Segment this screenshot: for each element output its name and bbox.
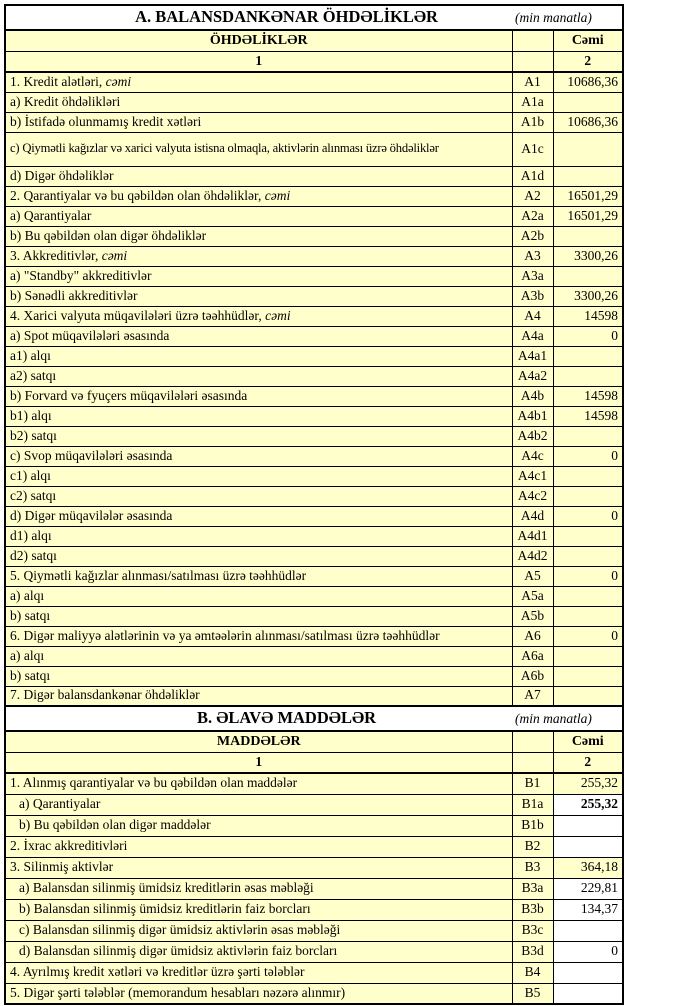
section-a-title-cell <box>5 5 623 30</box>
table-row <box>5 326 623 346</box>
section-a-header-label: ÖHDƏLİKLƏR <box>5 30 512 51</box>
page <box>0 4 700 1006</box>
table-row <box>5 406 623 426</box>
table-row <box>5 857 623 878</box>
row-label: c) Qiymətli kağızlar və xarici valyuta istisna olmaqla, aktivlərin alınması üzrə öhdəliklər <box>5 132 512 166</box>
row-value <box>553 266 623 286</box>
row-label: 6. Digər maliyyə alətlərinin və ya əmtəələrin alınması/satılması üzrə təəhhüdlər <box>5 626 512 646</box>
row-label: 2. Qarantiyalar və bu qəbildən olan öhdəliklər, cəmi <box>5 186 512 206</box>
row-value <box>553 466 623 486</box>
table-row <box>5 166 623 186</box>
row-label: b) satqı <box>5 666 512 686</box>
row-code: A4d2 <box>512 546 553 566</box>
row-code: B5 <box>512 983 553 1004</box>
table-row <box>5 466 623 486</box>
table-row <box>5 836 623 857</box>
row-label: 4. Xarici valyuta müqavilələri üzrə təəhhüdlər, cəmi <box>5 306 512 326</box>
row-code: A2b <box>512 226 553 246</box>
row-value <box>553 686 623 706</box>
section-b-colnum-total: 2 <box>553 752 623 773</box>
table-row <box>5 878 623 899</box>
row-value <box>553 606 623 626</box>
section-a-header-row <box>5 30 623 51</box>
row-value <box>553 962 623 983</box>
row-value <box>553 646 623 666</box>
table-row <box>5 426 623 446</box>
section-b-colnum-row <box>5 752 623 773</box>
table-row <box>5 386 623 406</box>
section-a-header-code-empty <box>512 30 553 51</box>
table-row <box>5 686 623 706</box>
row-label: c) Balansdan silinmiş digər ümidsiz aktivlərin əsas məbləği <box>5 920 512 941</box>
table-row <box>5 815 623 836</box>
row-code: A3a <box>512 266 553 286</box>
row-value: 364,18 <box>553 857 623 878</box>
row-label: a2) satqı <box>5 366 512 386</box>
row-label: a) Kredit öhdəlikləri <box>5 92 512 112</box>
section-a-title: A. BALANSDANKƏNAR ÖHDƏLİKLƏR <box>135 7 438 26</box>
table-row <box>5 899 623 920</box>
table-row <box>5 92 623 112</box>
row-value: 14598 <box>553 306 623 326</box>
row-value: 255,32 <box>553 773 623 794</box>
row-code: A1a <box>512 92 553 112</box>
table-row <box>5 346 623 366</box>
row-label: 3. Akkreditivlər, cəmi <box>5 246 512 266</box>
row-value <box>553 346 623 366</box>
section-b-header-label: MADDƏLƏR <box>5 731 512 752</box>
row-value: 16501,29 <box>553 206 623 226</box>
row-value <box>553 920 623 941</box>
row-code: A4c <box>512 446 553 466</box>
row-value: 0 <box>553 941 623 962</box>
row-label: 5. Qiymətli kağızlar alınması/satılması üzrə təəhhüdlər <box>5 566 512 586</box>
row-code: A3 <box>512 246 553 266</box>
row-value: 255,32 <box>553 794 623 815</box>
row-value: 14598 <box>553 406 623 426</box>
section-b-header-total: Cəmi <box>553 731 623 752</box>
row-code: B2 <box>512 836 553 857</box>
row-label: c1) alqı <box>5 466 512 486</box>
table-row <box>5 306 623 326</box>
row-label: a1) alqı <box>5 346 512 366</box>
table-row <box>5 266 623 286</box>
row-code: A1c <box>512 132 553 166</box>
row-label: 1. Kredit alətləri, cəmi <box>5 72 512 92</box>
row-value: 229,81 <box>553 878 623 899</box>
table-row <box>5 286 623 306</box>
section-b-head <box>5 706 623 773</box>
row-value <box>553 666 623 686</box>
row-label: b) Bu qəbildən olan digər maddələr <box>5 815 512 836</box>
table-row <box>5 794 623 815</box>
row-code: A2 <box>512 186 553 206</box>
row-code: B3d <box>512 941 553 962</box>
row-label: a) alqı <box>5 646 512 666</box>
row-label: a) Qarantiyalar <box>5 794 512 815</box>
table-row <box>5 446 623 466</box>
row-label: d) Digər öhdəliklər <box>5 166 512 186</box>
row-code: B3 <box>512 857 553 878</box>
row-code: A6a <box>512 646 553 666</box>
table-row <box>5 626 623 646</box>
table-row <box>5 983 623 1004</box>
row-code: A6 <box>512 626 553 646</box>
section-b-colnum-label: 1 <box>5 752 512 773</box>
row-value: 14598 <box>553 386 623 406</box>
row-code: B3b <box>512 899 553 920</box>
section-b-title-cell <box>5 706 623 731</box>
row-label: 4. Ayrılmış kredit xətləri və kreditlər üzrə şərti tələblər <box>5 962 512 983</box>
row-label: d1) alqı <box>5 526 512 546</box>
row-value <box>553 132 623 166</box>
row-code: A5a <box>512 586 553 606</box>
section-a-header-total: Cəmi <box>553 30 623 51</box>
row-label: b) Bu qəbildən olan digər öhdəliklər <box>5 226 512 246</box>
row-value <box>553 92 623 112</box>
row-code: B4 <box>512 962 553 983</box>
row-code: A3b <box>512 286 553 306</box>
row-label: c) Svop müqavilələri əsasında <box>5 446 512 466</box>
section-b-rows <box>5 773 623 1004</box>
row-label: c2) satqı <box>5 486 512 506</box>
row-label: b) Forvard və fyuçers müqavilələri əsasında <box>5 386 512 406</box>
section-b-header-code-empty <box>512 731 553 752</box>
table-row <box>5 666 623 686</box>
row-value: 134,37 <box>553 899 623 920</box>
row-label: b) satqı <box>5 606 512 626</box>
row-label: b) İstifadə olunmamış kredit xətləri <box>5 112 512 132</box>
row-label: a) Spot müqavilələri əsasında <box>5 326 512 346</box>
row-value <box>553 166 623 186</box>
table-row <box>5 486 623 506</box>
table-row <box>5 586 623 606</box>
row-label: a) alqı <box>5 586 512 606</box>
row-value: 10686,36 <box>553 112 623 132</box>
row-code: A4 <box>512 306 553 326</box>
section-b-colnum-code-empty <box>512 752 553 773</box>
section-a-head <box>5 5 623 72</box>
row-code: A5b <box>512 606 553 626</box>
row-code: A4a <box>512 326 553 346</box>
row-label: 3. Silinmiş aktivlər <box>5 857 512 878</box>
row-label: d2) satqı <box>5 546 512 566</box>
row-code: B3c <box>512 920 553 941</box>
row-value <box>553 486 623 506</box>
table-row <box>5 920 623 941</box>
table-row <box>5 112 623 132</box>
table-row <box>5 132 623 166</box>
table-row <box>5 646 623 666</box>
section-b-unit-note: (min manatla) <box>515 711 592 726</box>
table-row <box>5 962 623 983</box>
table-row <box>5 606 623 626</box>
row-value: 0 <box>553 326 623 346</box>
row-code: A4b2 <box>512 426 553 446</box>
row-label: a) Balansdan silinmiş ümidsiz kreditlərin əsas məbləği <box>5 878 512 899</box>
table-row <box>5 72 623 92</box>
row-value <box>553 546 623 566</box>
row-label: b) Sənədli akkreditivlər <box>5 286 512 306</box>
row-value: 3300,26 <box>553 286 623 306</box>
row-value <box>553 836 623 857</box>
row-value: 16501,29 <box>553 186 623 206</box>
row-code: A2a <box>512 206 553 226</box>
row-code: A4a1 <box>512 346 553 366</box>
table-row <box>5 526 623 546</box>
row-label: b2) satqı <box>5 426 512 446</box>
section-a-colnum-row <box>5 51 623 72</box>
row-value <box>553 426 623 446</box>
row-code: A7 <box>512 686 553 706</box>
row-code: A4b1 <box>512 406 553 426</box>
row-value <box>553 586 623 606</box>
table-row <box>5 206 623 226</box>
row-value: 0 <box>553 506 623 526</box>
row-code: A4b <box>512 386 553 406</box>
row-label: d) Digər müqavilələr əsasında <box>5 506 512 526</box>
row-code: A4d <box>512 506 553 526</box>
table-row <box>5 941 623 962</box>
row-code: B1b <box>512 815 553 836</box>
table-row <box>5 546 623 566</box>
row-label: d) Balansdan silinmiş digər ümidsiz aktivlərin faiz borcları <box>5 941 512 962</box>
row-label: 7. Digər balansdankənar öhdəliklər <box>5 686 512 706</box>
section-a-colnum-code-empty <box>512 51 553 72</box>
table-row <box>5 366 623 386</box>
table-row <box>5 773 623 794</box>
table-row <box>5 186 623 206</box>
row-code: B1a <box>512 794 553 815</box>
section-a-title-row <box>5 5 623 30</box>
row-label: b) Balansdan silinmiş ümidsiz kreditlərin faiz borcları <box>5 899 512 920</box>
row-code: A4a2 <box>512 366 553 386</box>
table-row <box>5 506 623 526</box>
row-code: A1d <box>512 166 553 186</box>
row-code: A5 <box>512 566 553 586</box>
row-code: A4c2 <box>512 486 553 506</box>
row-value: 0 <box>553 446 623 466</box>
row-value: 0 <box>553 626 623 646</box>
section-b-title-row <box>5 706 623 731</box>
section-b-title: B. ƏLAVƏ MADDƏLƏR <box>196 708 377 727</box>
row-label: 1. Alınmış qarantiyalar və bu qəbildən olan maddələr <box>5 773 512 794</box>
row-value: 0 <box>553 566 623 586</box>
section-a-unit-note: (min manatla) <box>515 10 592 25</box>
row-code: B3a <box>512 878 553 899</box>
table-row <box>5 566 623 586</box>
row-value: 10686,36 <box>553 72 623 92</box>
row-code: A1 <box>512 72 553 92</box>
table-row <box>5 246 623 266</box>
row-code: A4d1 <box>512 526 553 546</box>
row-label: a) Qarantiyalar <box>5 206 512 226</box>
row-label: b1) alqı <box>5 406 512 426</box>
row-label: a) "Standby" akkreditivlər <box>5 266 512 286</box>
row-value <box>553 226 623 246</box>
section-a-colnum-total: 2 <box>553 51 623 72</box>
row-value <box>553 526 623 546</box>
row-value <box>553 366 623 386</box>
row-code: A4c1 <box>512 466 553 486</box>
row-label: 5. Digər şərti tələblər (memorandum hesabları nəzərə alınmır) <box>5 983 512 1004</box>
row-value: 3300,26 <box>553 246 623 266</box>
row-code: A1b <box>512 112 553 132</box>
balance-sheet-offbalance-table <box>4 4 624 1005</box>
row-code: B1 <box>512 773 553 794</box>
row-value <box>553 815 623 836</box>
row-code: A6b <box>512 666 553 686</box>
row-value <box>553 983 623 1004</box>
section-b-header-row <box>5 731 623 752</box>
table-row <box>5 226 623 246</box>
row-label: 2. İxrac akkreditivləri <box>5 836 512 857</box>
section-a-rows <box>5 72 623 706</box>
section-a-colnum-label: 1 <box>5 51 512 72</box>
